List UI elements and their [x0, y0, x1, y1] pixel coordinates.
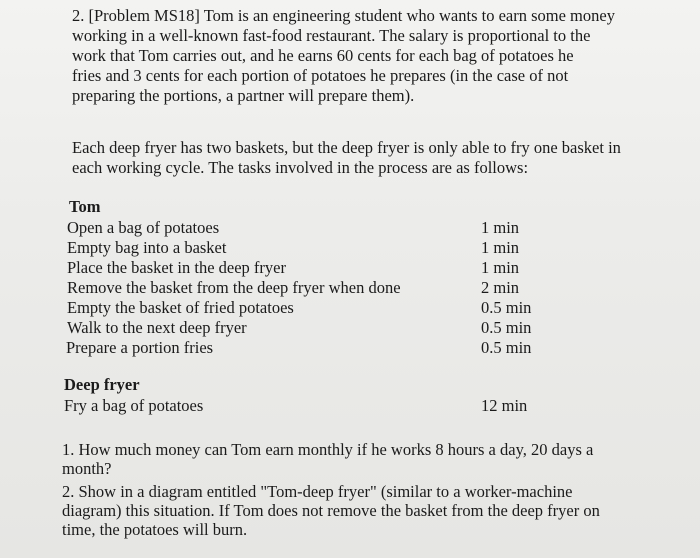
- problem-intro: [72, 6, 687, 106]
- task-time: 1 min: [481, 238, 520, 257]
- task-row: [0, 278, 700, 298]
- task-row: [0, 396, 700, 416]
- task-row: [0, 258, 700, 278]
- intro-line: 2. [Problem MS18] Tom is an engineering student who wants to earn some money: [72, 6, 615, 25]
- question-line: month?: [62, 459, 112, 478]
- fryer-description: [72, 138, 692, 178]
- task-name: Open a bag of potatoes: [67, 218, 220, 237]
- task-time: 12 min: [481, 396, 528, 415]
- task-name: Remove the basket from the deep fryer when done: [67, 278, 401, 297]
- fryer-heading: Deep fryer: [64, 375, 140, 394]
- task-name: Empty bag into a basket: [67, 238, 227, 257]
- question-line: diagram) this situation. If Tom does not remove the basket from the deep fryer on: [62, 501, 600, 520]
- task-name: Prepare a portion fries: [66, 338, 214, 357]
- task-name: Walk to the next deep fryer: [67, 318, 247, 337]
- task-row: [0, 238, 700, 258]
- task-time: 0.5 min: [481, 318, 532, 337]
- question-1: [62, 440, 593, 478]
- question-line: 2. Show in a diagram entitled "Tom-deep fryer" (similar to a worker-machine: [62, 482, 573, 501]
- tom-heading: Tom: [69, 197, 101, 216]
- task-name: Empty the basket of fried potatoes: [67, 298, 294, 317]
- task-time: 1 min: [481, 218, 520, 237]
- description-line: Each deep fryer has two baskets, but the deep fryer is only able to fry one basket in: [72, 138, 621, 157]
- task-row: [0, 298, 700, 318]
- question-line: 1. How much money can Tom earn monthly if he works 8 hours a day, 20 days a: [62, 440, 594, 459]
- question-line: time, the potatoes will burn.: [62, 520, 248, 539]
- question-2: [62, 482, 600, 539]
- description-line: each working cycle. The tasks involved in the process are as follows:: [72, 158, 529, 177]
- task-row: [0, 318, 700, 338]
- task-time: 0.5 min: [481, 298, 532, 317]
- intro-line: working in a well-known fast-food restaurant. The salary is proportional to the: [72, 26, 591, 45]
- intro-line: fries and 3 cents for each portion of potatoes he prepares (in the case of not: [72, 66, 569, 85]
- task-time: 2 min: [481, 278, 520, 297]
- task-name: Place the basket in the deep fryer: [67, 258, 286, 277]
- task-name: Fry a bag of potatoes: [64, 396, 204, 415]
- intro-line: preparing the portions, a partner will prepare them).: [72, 86, 415, 105]
- task-row: [0, 338, 700, 358]
- task-time: 1 min: [481, 258, 520, 277]
- task-row: [0, 218, 700, 238]
- intro-line: work that Tom carries out, and he earns 60 cents for each bag of potatoes he: [72, 46, 574, 65]
- task-time: 0.5 min: [481, 338, 532, 357]
